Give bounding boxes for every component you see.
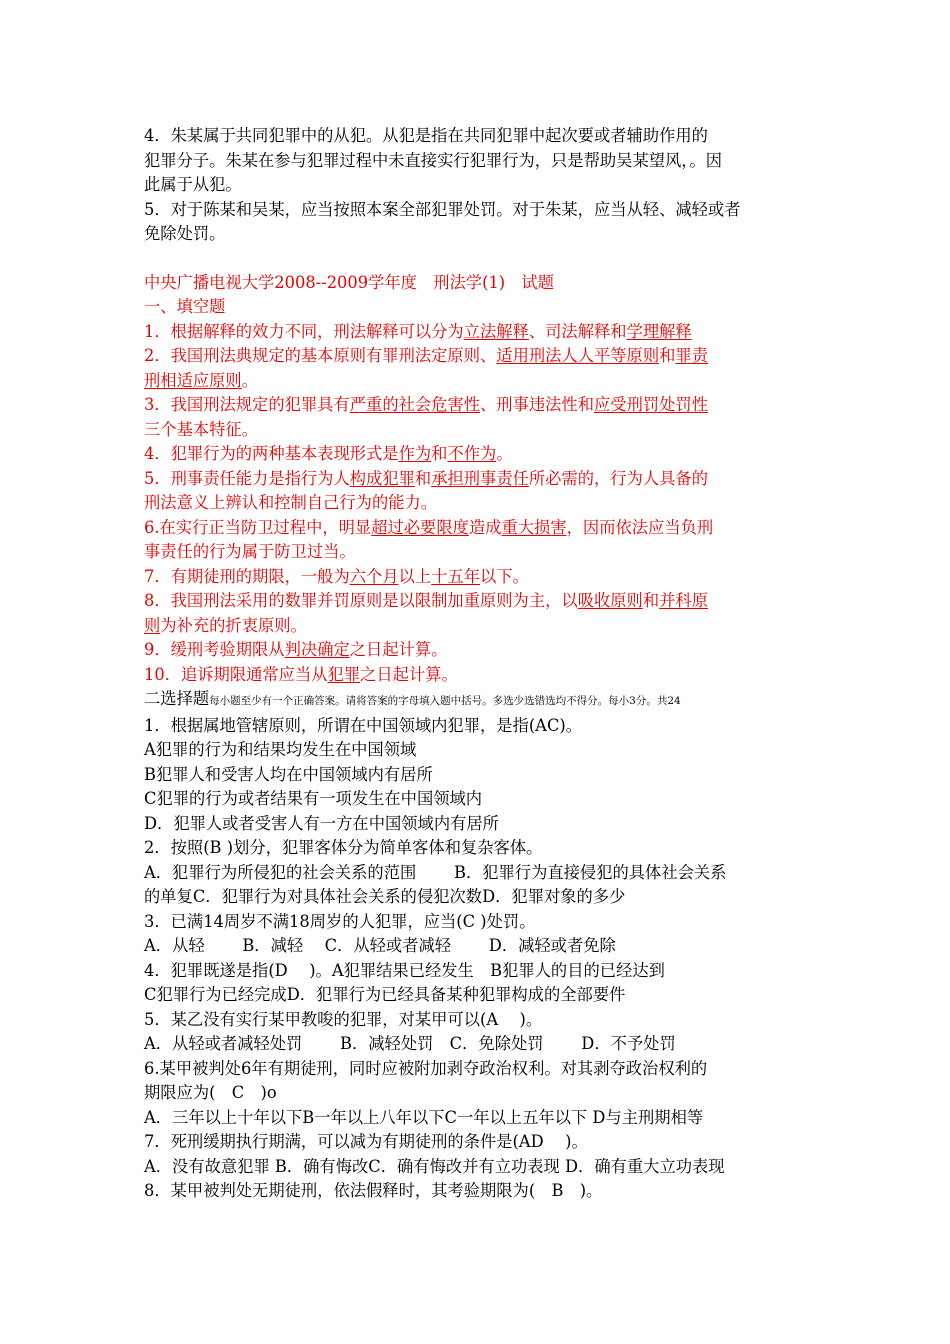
fill-question-2: 2．我国刑法典规定的基本原则有罪刑法定原则、适用刑法人人平等原则和罪责 刑相适应原则。 [144, 346, 708, 390]
blank-answer: 构成犯罪 [349, 468, 415, 488]
blank-answer: 作为 [398, 444, 432, 463]
blank-answer: 则 [144, 615, 161, 635]
section2-title: 二选择题 [144, 689, 210, 708]
fill-question-3: 3．我国刑法规定的犯罪具有严重的社会危害性、刑事违法性和应受刑罚处罚性 三个基本特征。 [144, 395, 708, 439]
exam-title: 中央广播电视大学2008--2009学年度 刑法学(1) 试题 [144, 272, 554, 292]
section1-title: 一、填空题 [144, 297, 226, 316]
blank-answer: 吸收原则 [577, 591, 643, 610]
blank-answer: 超过必要限度 [371, 517, 469, 537]
blank-answer: 六个月 [349, 566, 399, 586]
section2-header [144, 687, 812, 714]
section2-note: 每小题至少有一个正确答案。请将答案的字母填入题中括号。多选少选错选均不得分。每小3分。共24 [209, 695, 681, 707]
section-gap [144, 247, 812, 271]
fill-question-10: 10．追诉期限通常应当从犯罪之日起计算。 [144, 664, 458, 684]
fill-question-8: 8．我国刑法采用的数罪并罚原则是以限制加重原则为主，以吸收原则和并科原 则为补充的折衷原则。 [144, 591, 708, 635]
blank-answer: 不作为 [447, 444, 497, 463]
blank-answer: 学理解释 [626, 321, 692, 341]
blank-answer: 判决确定 [284, 640, 350, 659]
fill-question-6: 6.在实行正当防卫过程中，明显超过必要限度造成重大损害，因而依法应当负刑 事责任的行为属于防卫过当。 [144, 517, 714, 561]
document-page [144, 124, 812, 1204]
blank-answer: 应受刑罚处罚性 [594, 395, 708, 414]
blank-answer: 罪责 [675, 346, 708, 365]
fill-question-7: 7．有期徒刑的期限，一般为六个月以上十五年以下。 [144, 566, 529, 586]
prev-answer-4: 4．朱某属于共同犯罪中的从犯。从犯是指在共同犯罪中起次要或者辅助作用的 犯罪分子。朱某在参与犯罪过程中未直接实行犯罪行为，只是帮助吴某望风，。因 此属于从犯。 [144, 126, 722, 194]
blank-answer: 承担刑事责任 [431, 468, 529, 488]
fill-question-5: 5．刑事责任能力是指行为人构成犯罪和承担刑事责任所必需的，行为人具备的 刑法意义上辨认和控制自己行为的能力。 [144, 468, 708, 512]
exam-section [144, 271, 812, 688]
fill-question-4: 4．犯罪行为的两种基本表现形式是作为和不作为。 [144, 444, 513, 463]
fill-question-9: 9．缓刑考验期限从判决确定之日起计算。 [144, 640, 448, 659]
blank-answer: 并科原 [659, 591, 708, 610]
blank-answer: 立法解释 [463, 321, 529, 341]
blank-answer: 刑相适应原则 [144, 370, 242, 390]
blank-answer: 严重的社会危害性 [349, 395, 481, 414]
blank-answer: 十五年 [431, 566, 481, 586]
fill-question-1: 1．根据解释的效力不同，刑法解释可以分为立法解释、司法解释和学理解释 [144, 321, 692, 341]
blank-answer: 犯罪 [327, 664, 361, 684]
blank-answer: 重大损害 [501, 517, 567, 537]
blank-answer: 适用刑法人人平等原则 [496, 346, 660, 365]
choice-questions: 1．根据属地管辖原则，所谓在中国领域内犯罪，是指(AC)。 A犯罪的行为和结果均发生在中国领域 B犯罪人和受害人均在中国领域内有居所 C犯罪的行为或者结果有一项发生在中国领域内 D．犯罪人或者受害人有一方在中国领域内有居所 2．按照(B )划分，犯罪客体分为简单客体和复杂客体。 A．犯罪行为所侵犯的社会关系的范围 B．犯罪行为直接侵犯的具体社会关系 的单复C．犯罪行为对具体社会关系的侵犯次数D．犯罪对象的多少 3．已满14周岁不满18周岁的人犯罪，应当(C )处罚。 A．从轻 B．减轻 C．从轻或者减轻 D．减轻或者免除 4．犯罪既遂是指(D )。A犯罪结果已经发生 B犯罪人的目的已经达到 C犯罪行为已经完成D．犯罪行为已经具备某种犯罪构成的全部要件 5．某乙没有实行某甲教唆的犯罪，对某甲可以(A )。 A．从轻或者减轻处罚 B．减轻处罚 C．免除处罚 D．不予处罚 6.某甲被判处6年有期徒刑，同时应被附加剥夺政治权利。对其剥夺政治权利的 期限应为( C )o A．三年以上十年以下B一年以上八年以下C一年以上五年以下 D与主刑期相等 7．死刑缓期执行期满，可以减为有期徒刑的条件是(AD )。 A．没有故意犯罪 B．确有悔改C．确有悔改并有立功表现 D．确有重大立功表现 8．某甲被判处无期徒刑，依法假释时，其考验期限为( B )。 [144, 715, 727, 1200]
prev-answer-5: 5．对于陈某和吴某，应当按照本案全部犯罪处罚。对于朱某，应当从轻、减轻或者 免除处罚。 [144, 199, 741, 243]
